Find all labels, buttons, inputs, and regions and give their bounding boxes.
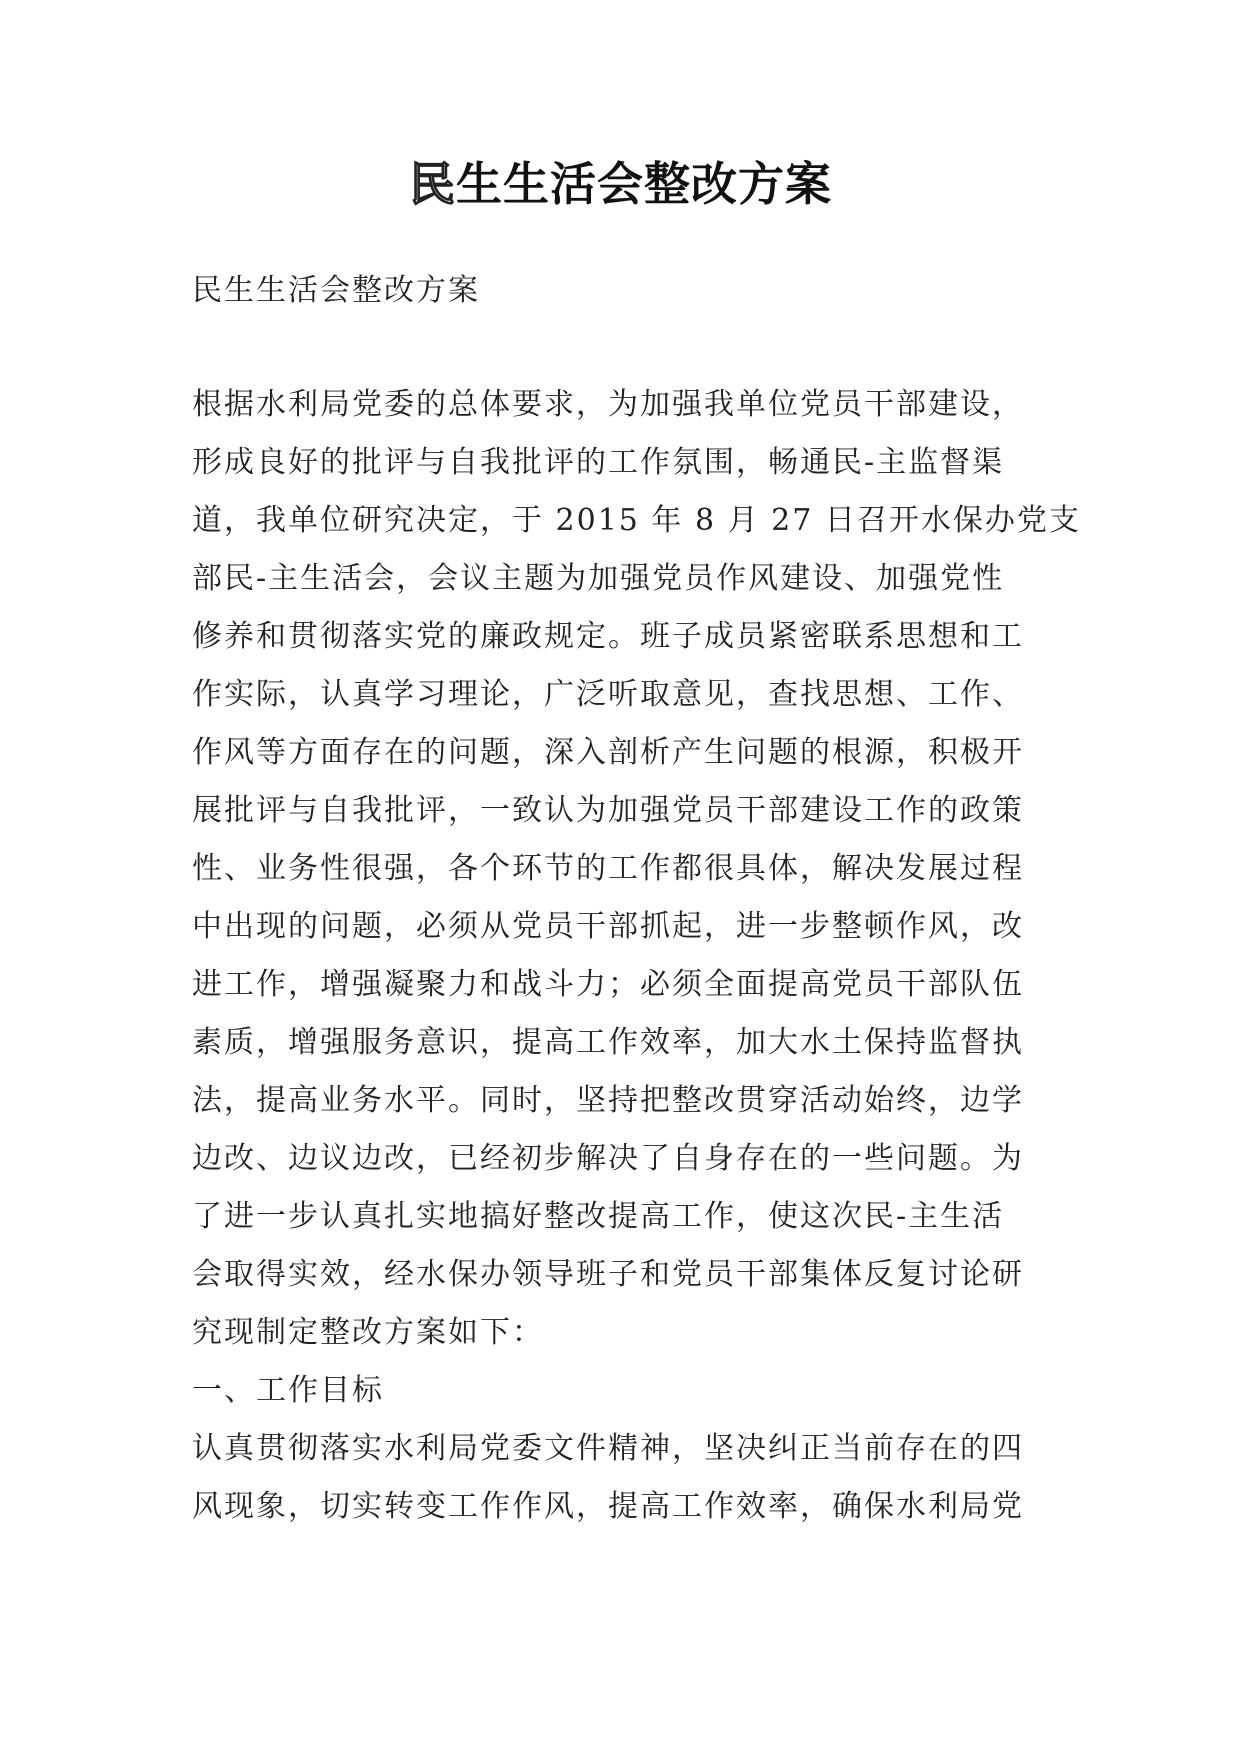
paragraph-line: 展批评与自我批评，一致认为加强党员干部建设工作的政策 <box>192 793 1024 828</box>
paragraph-line: 风现象，切实转变工作作风，提高工作效率，确保水利局党 <box>192 1489 1024 1524</box>
document-body <box>192 262 1081 1536</box>
section-heading: 一、工作目标 <box>192 1373 384 1408</box>
paragraph-line: 道，我单位研究决定，于 2015 年 8 月 27 日召开水保办党支 <box>192 503 1081 538</box>
paragraph-1 <box>192 376 1081 1362</box>
paragraph-line: 究现制定整改方案如下： <box>192 1315 544 1350</box>
paragraph-line: 边改、边议边改，已经初步解决了自身存在的一些问题。为 <box>192 1141 1024 1176</box>
paragraph-line: 进工作，增强凝聚力和战斗力；必须全面提高党员干部队伍 <box>192 967 1024 1002</box>
paragraph-line: 作实际，认真学习理论，广泛听取意见，查找思想、工作、 <box>192 677 1024 712</box>
paragraph-line: 性、业务性很强，各个环节的工作都很具体，解决发展过程 <box>192 851 1024 886</box>
paragraph-line: 形成良好的批评与自我批评的工作氛围，畅通民-主监督渠 <box>192 445 1005 480</box>
paragraph-line: 法，提高业务水平。同时，坚持把整改贯穿活动始终，边学 <box>192 1083 1024 1118</box>
document-title <box>0 152 1241 216</box>
paragraph-line: 修养和贯彻落实党的廉政规定。班子成员紧密联系思想和工 <box>192 619 1024 654</box>
paragraph-2 <box>192 1420 1062 1536</box>
paragraph-line: 中出现的问题，必须从党员干部抓起，进一步整顿作风，改 <box>192 909 1024 944</box>
paragraph-line: 素质，增强服务意识，提高工作效率，加大水土保持监督执 <box>192 1025 1024 1060</box>
paragraph-line: 认真贯彻落实水利局党委文件精神，坚决纠正当前存在的四 <box>192 1431 1024 1466</box>
paragraph-line: 会取得实效，经水保办领导班子和党员干部集体反复讨论研 <box>192 1257 1024 1292</box>
paragraph-gap <box>192 320 1062 376</box>
paragraph-line: 了进一步认真扎实地搞好整改提高工作，使这次民-主生活 <box>192 1199 1005 1234</box>
document-subtitle: 民生生活会整改方案 <box>192 273 480 308</box>
paragraph-line: 部民-主生活会，会议主题为加强党员作风建设、加强党性 <box>192 561 1005 596</box>
paragraph-line: 作风等方面存在的问题，深入剖析产生问题的根源，积极开 <box>192 735 1024 770</box>
paragraph-line: 根据水利局党委的总体要求，为加强我单位党员干部建设， <box>192 387 1024 422</box>
title-first-char: 民 <box>409 157 456 211</box>
title-rest: 生生活会整改方案 <box>456 157 832 211</box>
